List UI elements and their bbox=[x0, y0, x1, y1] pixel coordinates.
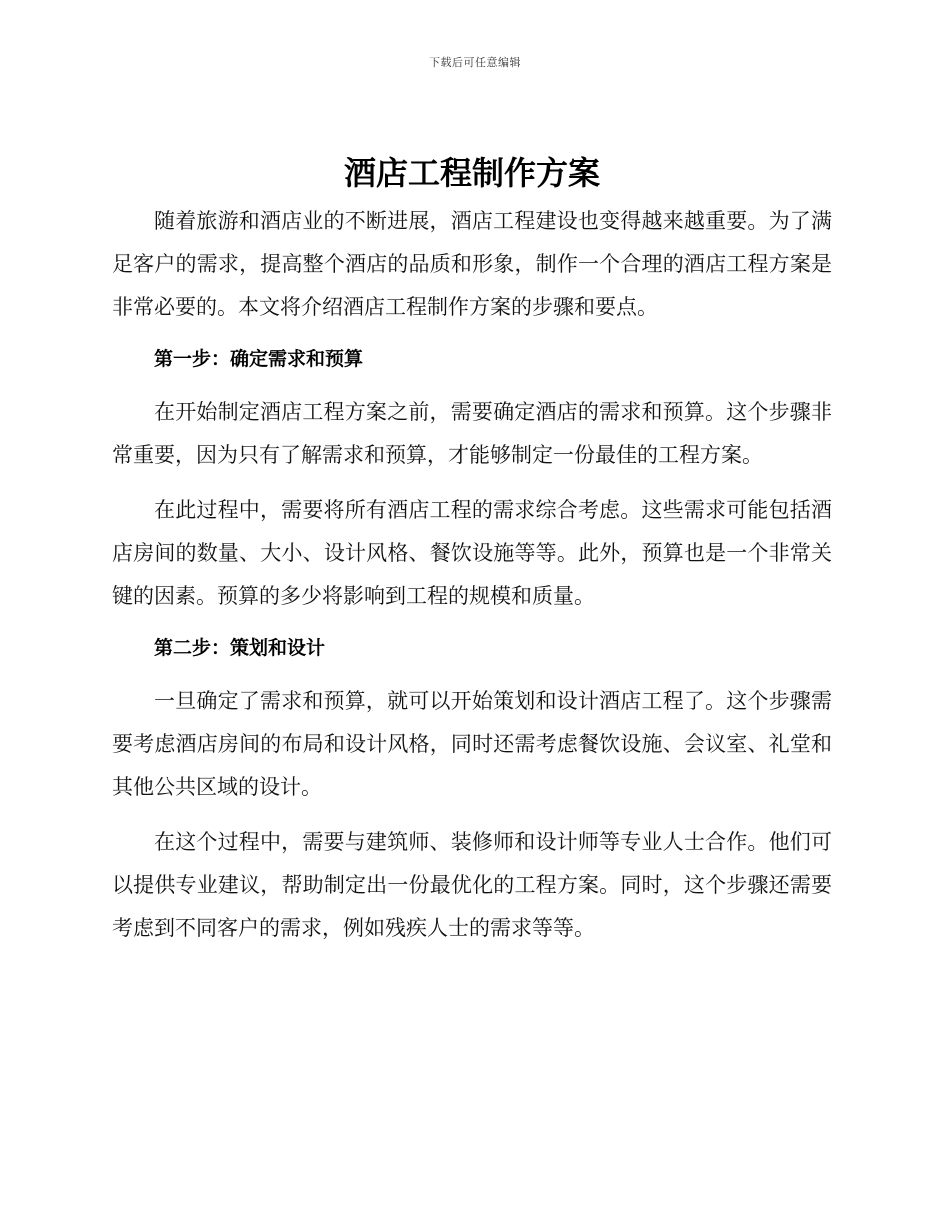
section-heading-step1: 第一步：确定需求和预算 bbox=[154, 348, 364, 370]
section-heading-step2: 第二步：策划和设计 bbox=[154, 637, 326, 659]
step2-paragraph-1: 一旦确定了需求和预算，就可以开始策划和设计酒店工程了。这个步骤需要考虑酒店房间的布局和设计风格，同时还需考虑餐饮设施、会议室、礼堂和其他公共区域的设计。 bbox=[112, 689, 832, 799]
step2-paragraph-2: 在这个过程中，需要与建筑师、装修师和设计师等专业人士合作。他们可以提供专业建议，帮助制定出一份最优化的工程方案。同时，这个步骤还需要考虑到不同客户的需求，例如残疾人士的需求等等。 bbox=[112, 830, 832, 940]
step1-paragraph-1: 在开始制定酒店工程方案之前，需要确定酒店的需求和预算。这个步骤非常重要，因为只有了解需求和预算，才能够制定一份最佳的工程方案。 bbox=[112, 400, 832, 467]
intro-paragraph: 随着旅游和酒店业的不断进展，酒店工程建设也变得越来越重要。为了满足客户的需求，提高整个酒店的品质和形象，制作一个合理的酒店工程方案是非常必要的。本文将介绍酒店工程制作方案的步骤和要点。 bbox=[112, 209, 832, 319]
step1-paragraph-2: 在此过程中，需要将所有酒店工程的需求综合考虑。这些需求可能包括酒店房间的数量、大小、设计风格、餐饮设施等等。此外，预算也是一个非常关键的因素。预算的多少将影响到工程的规模和质量。 bbox=[112, 498, 832, 608]
document-body bbox=[112, 150, 832, 962]
page-header-note: 下载后可任意编辑 bbox=[429, 56, 521, 69]
document-title: 酒店工程制作方案 bbox=[343, 154, 600, 192]
